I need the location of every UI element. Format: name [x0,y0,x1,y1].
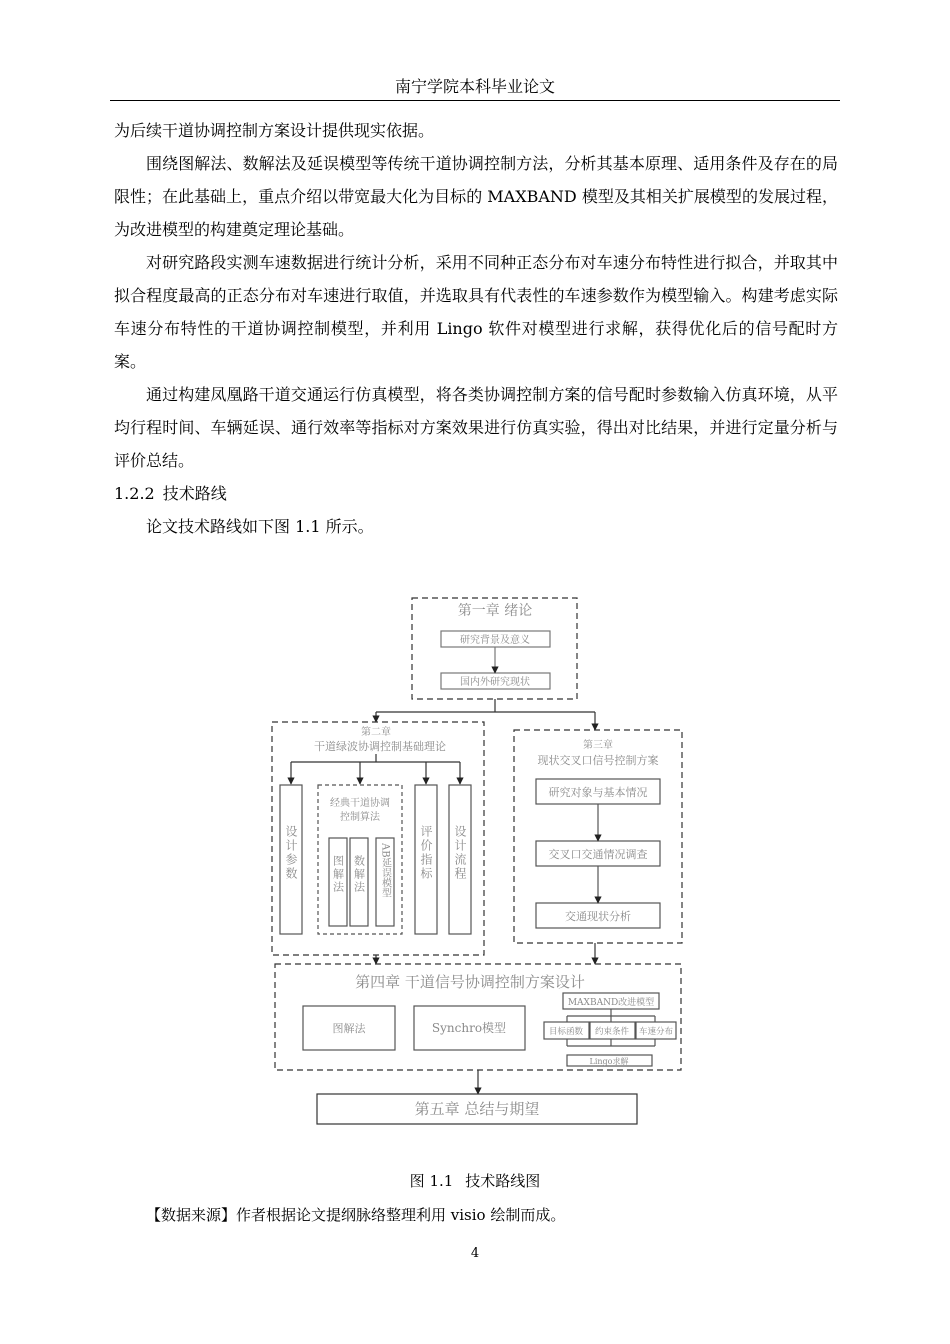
ch3-item-3: 交通现状分析 [565,910,631,923]
paragraph-4: 通过构建凤凰路干道交通运行仿真模型，将各类协调控制方案的信号配时参数输入仿真环境，从平均行程时间、车辆延误、通行效率等指标对方案效果进行仿真实验，得出对比结果，并进行定量分析与评价总结。 [114,385,838,470]
ch4-sub-box-1 [544,1022,589,1039]
ch2-col1: 设计参数 [284,825,298,881]
ch5-box [317,1094,637,1124]
ch4-sub-item-3: 车速分布 [638,1027,674,1037]
paragraph-1: 为后续干道协调控制方案设计提供现实依据。 [114,121,435,140]
ch3-title-line1: 第三章 [583,740,613,751]
figure-intro: 论文技术路线如下图 1.1 所示。 [146,517,374,536]
ch3-item-1: 研究对象与基本情况 [548,786,648,799]
ch3-item-2: 交叉口交通情况调查 [548,848,648,861]
ch1-item-2: 国内外研究现状 [460,677,530,688]
ch1-title: 第一章 绪论 [457,603,533,619]
caption-number: 图 1.1 [409,1172,454,1190]
ch4-lingo-box [567,1055,652,1066]
ch4-sub-box-3 [636,1022,676,1039]
ch4-maxband: MAXBAND改进模型 [567,998,655,1008]
ch4-box-1 [303,1006,395,1050]
subsection-title: 技术路线 [162,484,227,503]
ch4-box-1-label: 图解法 [332,1022,366,1035]
subsection-number: 1.2.2 [114,484,155,503]
ch2-title-line2: 干道绿波协调控制基础理论 [314,740,446,753]
ch2-group-frame [318,785,402,934]
ch4-box-2-label: Synchro模型 [431,1021,507,1035]
header-rule [110,100,840,101]
ch2-col4: 设计流程 [453,825,467,881]
ch2-col4-box [449,785,471,934]
ch4-title: 第四章 干道信号协调控制方案设计 [355,973,585,991]
ch1-frame [412,598,577,699]
page-number: 4 [470,1246,480,1261]
ch4-lingo: Lingo求解 [589,1057,629,1066]
ch1-item-1: 研究背景及意义 [460,635,530,646]
figure-caption [0,1170,950,1192]
ch2-frame [272,722,484,955]
ch1-item-box-1 [441,631,550,647]
body-text [114,114,838,543]
ch2-col1-box [280,785,302,934]
ch2-group-item-box-2 [350,838,368,926]
paragraph-3: 对研究路段实测车速数据进行统计分析，采用不同种正态分布对车速分布特性进行拟合，并取其中拟合程度最高的正态分布对车速进行取值，并选取具有代表性的车速参数作为模型输入。构建考虑实际车速分布特性的干道协调控制模型，并利用 Lingo 软件对模型进行求解，获得优化后的信号配时方案。 [114,253,838,371]
ch2-col3: 评价指标 [419,825,433,881]
ch3-title-line2: 现状交叉口信号控制方案 [537,754,659,767]
ch2-group-title-line2: 控制算法 [340,812,380,823]
caption-title: 技术路线图 [465,1172,541,1190]
ch4-frame [275,964,681,1070]
ch4-sub-item-2: 约束条件 [594,1027,630,1037]
ch2-group-item-box-1 [329,838,347,926]
ch2-col3-box [415,785,437,934]
ch4-maxband-box [563,993,659,1009]
running-header: 南宁学院本科毕业论文 [394,77,555,96]
ch2-group-item-2: 数解法 [352,855,366,894]
ch4-box-2 [414,1006,525,1050]
ch2-group-item-1: 图解法 [331,855,345,894]
ch4-sub-box-2 [590,1022,635,1039]
ch2-group-item-box-3 [376,838,394,926]
ch1-item-box-2 [441,673,550,689]
ch3-item-box-1 [536,779,660,804]
ch4-sub-item-1: 目标函数 [548,1027,584,1037]
subsection-heading [114,477,838,510]
ch3-item-box-2 [536,841,660,866]
ch2-group-title-line1: 经典干道协调 [330,798,390,809]
ch5-title: 第五章 总结与期望 [414,1100,540,1118]
ch3-item-box-3 [536,903,660,928]
paragraph-2: 围绕图解法、数解法及延误模型等传统干道协调控制方法，分析其基本原理、适用条件及存在的局限性；在此基础上，重点介绍以带宽最大化为目标的 MAXBAND 模型及其相关扩展模型的发展过程，为改进模型的构建奠定理论基础。 [114,154,838,239]
data-source-note: 【数据来源】作者根据论文提纲脉络整理利用 visio 绘制而成。 [146,1206,566,1224]
ch2-title-line1: 第二章 [361,727,391,738]
ch2-group-item-3: AB延误模型 [379,843,391,898]
ch3-frame [514,730,682,943]
